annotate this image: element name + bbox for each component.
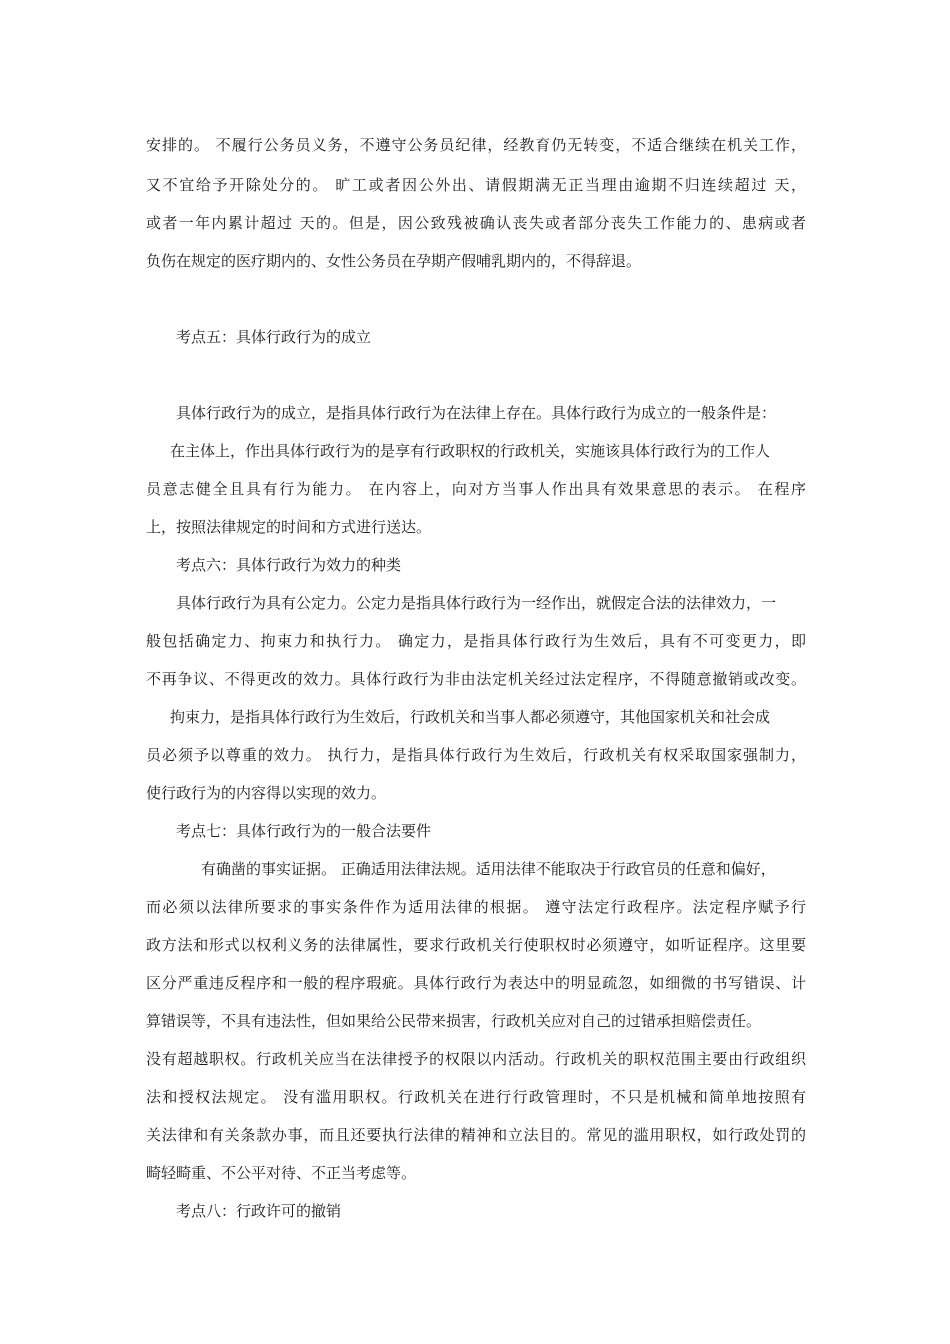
paragraph-line: 负伤在规定的医疗期内的、女性公务员在孕期产假哺乳期内的，不得辞退。 <box>146 252 642 270</box>
paragraph-line: 员必须予以尊重的效力。 执行力，是指具体行政行为生效后，行政机关有权采取国家强制力， <box>146 746 806 764</box>
paragraph-line: 而必须以法律所要求的事实条件作为适用法律的根据。 遵守法定行政程序。法定程序赋予行 <box>146 898 806 916</box>
paragraph-line: 算错误等，不具有违法性，但如果给公民带来损害，行政机关应对自己的过错承担赔偿责任。 <box>146 1012 762 1030</box>
paragraph-line: 政方法和形式以权利义务的法律属性，要求行政机关行使职权时必须遵守，如听证程序。这里要 <box>146 936 806 954</box>
section-heading-7: 考点七：具体行政行为的一般合法要件 <box>176 822 432 840</box>
paragraph-line: 不再争议、不得更改的效力。具体行政行为非由法定机关经过法定程序，不得随意撤销或改变。 <box>146 670 806 688</box>
paragraph-line: 员意志健全且具有行为能力。 在内容上，向对方当事人作出具有效果意思的表示。 在程序 <box>146 480 806 498</box>
paragraph-line: 关法律和有关条款办事，而且还要执行法律的精神和立法目的。常见的滥用职权，如行政处罚的 <box>146 1126 806 1144</box>
paragraph-line: 又不宜给予开除处分的。 旷工或者因公外出、请假期满无正当理由逾期不归连续超过 天， <box>146 176 806 194</box>
paragraph-line: 区分严重违反程序和一般的程序瑕疵。具体行政行为表达中的明显疏忽，如细微的书写错误、计 <box>146 974 806 992</box>
paragraph-line: 没有超越职权。行政机关应当在法律授予的权限以内活动。行政机关的职权范围主要由行政组织 <box>146 1050 806 1068</box>
paragraph-line: 畸轻畸重、不公平对待、不正当考虑等。 <box>146 1164 417 1182</box>
section-heading-8: 考点八：行政许可的撤销 <box>176 1202 342 1220</box>
paragraph-line: 拘束力，是指具体行政行为生效后，行政机关和当事人都必须遵守，其他国家机关和社会成 <box>170 708 771 726</box>
paragraph-line: 安排的。 不履行公务员义务，不遵守公务员纪律，经教育仍无转变，不适合继续在机关工作， <box>146 136 806 154</box>
paragraph-line: 具体行政行为的成立，是指具体行政行为在法律上存在。具体行政行为成立的一般条件是： <box>176 404 777 422</box>
paragraph-line: 使行政行为的内容得以实现的效力。 <box>146 784 387 802</box>
paragraph-line: 上，按照法律规定的时间和方式进行送达。 <box>146 518 432 536</box>
paragraph-line: 或者一年内累计超过 天的。但是，因公致残被确认丧失或者部分丧失工作能力的、患病或者 <box>146 214 806 232</box>
paragraph-line: 具体行政行为具有公定力。公定力是指具体行政行为一经作出，就假定合法的法律效力，一 <box>176 594 777 612</box>
section-heading-5: 考点五：具体行政行为的成立 <box>176 328 372 346</box>
section-heading-6: 考点六：具体行政行为效力的种类 <box>176 556 402 574</box>
paragraph-line: 在主体上，作出具体行政行为的是享有行政职权的行政机关，实施该具体行政行为的工作人 <box>170 442 771 460</box>
paragraph-line: 般包括确定力、拘束力和执行力。 确定力，是指具体行政行为生效后，具有不可变更力，即 <box>146 632 806 650</box>
paragraph-line: 有确凿的事实证据。 正确适用法律法规。适用法律不能取决于行政官员的任意和偏好， <box>201 860 776 878</box>
paragraph-line: 法和授权法规定。 没有滥用职权。行政机关在进行行政管理时，不只是机械和简单地按照有 <box>146 1088 806 1106</box>
